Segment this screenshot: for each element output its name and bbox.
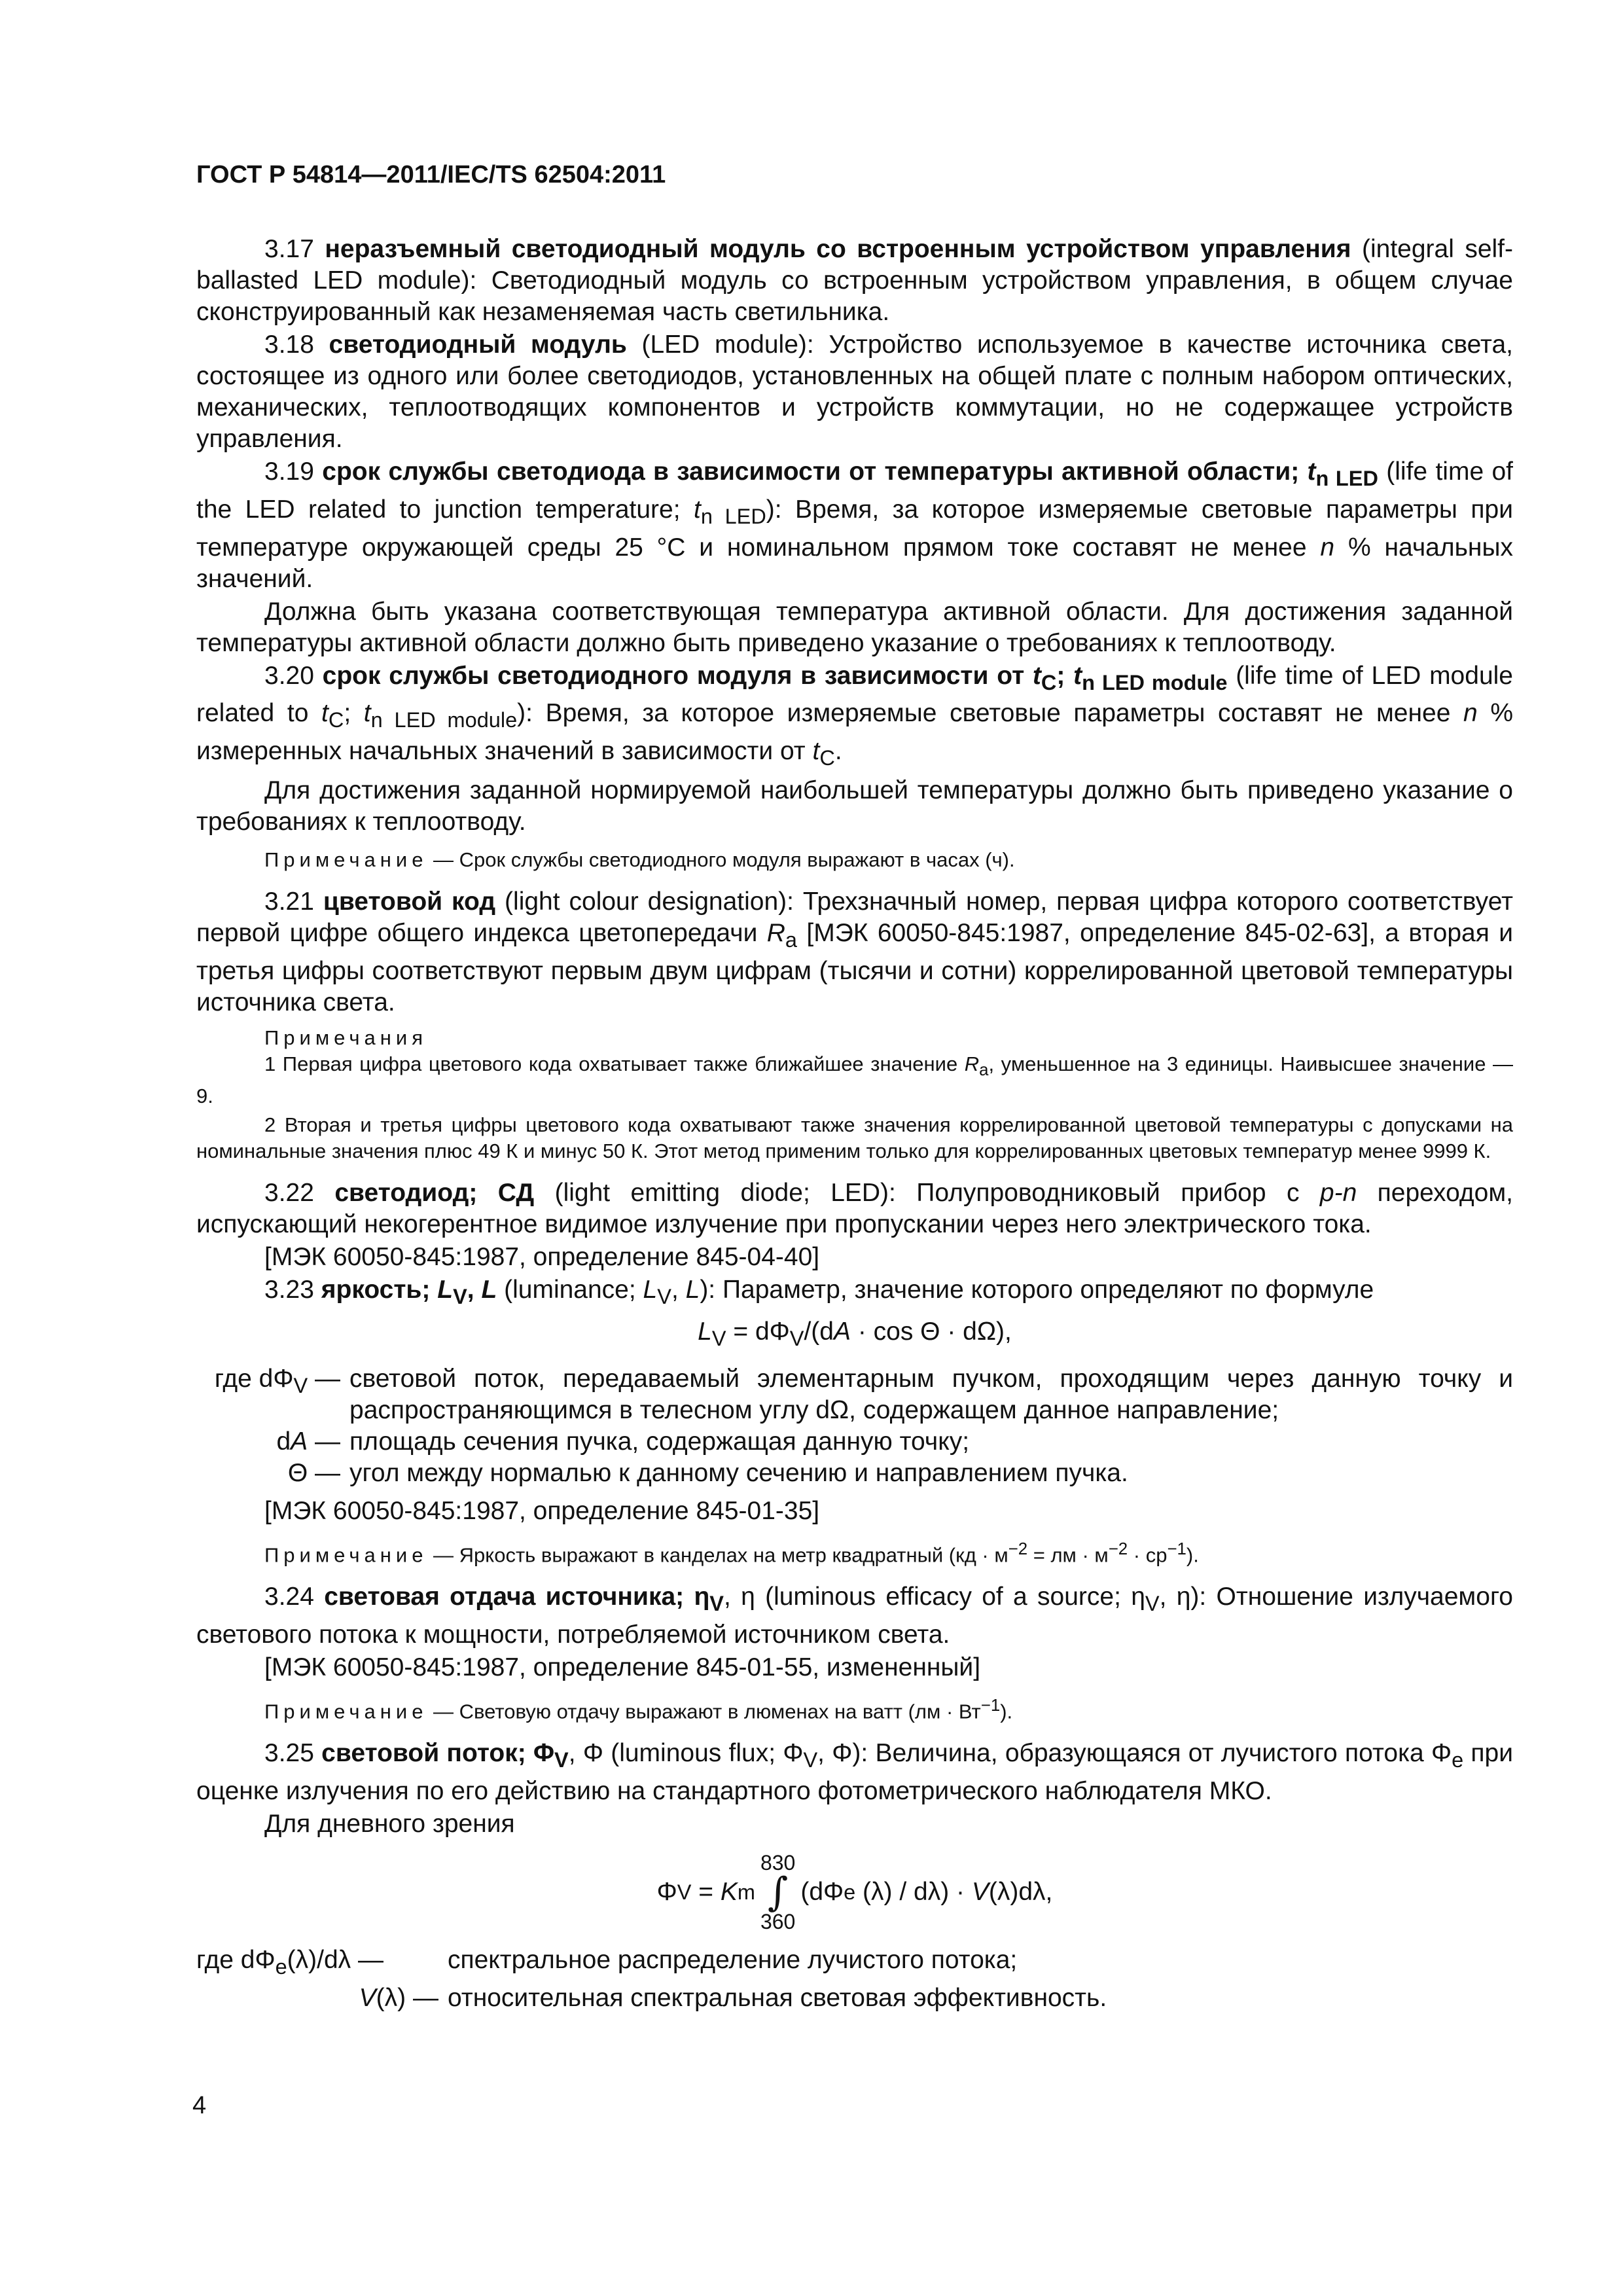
formula-text: · cos Θ · dΩ),: [851, 1317, 1012, 1346]
superscript: −2: [1008, 1539, 1028, 1558]
symbol: t: [1307, 457, 1316, 486]
symbol-subscript: m: [737, 1880, 755, 1904]
document-body: [196, 234, 1513, 2020]
formula-luminance: [196, 1316, 1513, 1354]
symbol-subscript: e: [844, 1880, 856, 1904]
definition-term: [196, 1945, 438, 1982]
symbol: R: [964, 1052, 980, 1075]
term-title: яркость;: [321, 1275, 431, 1304]
term-definition: , Φ): Величина, образующаяся от лучистого потока Φ: [817, 1739, 1452, 1768]
symbol-subscript: n LED: [700, 504, 766, 528]
term-definition: (luminance;: [497, 1275, 643, 1304]
symbol: p-n: [1319, 1178, 1357, 1207]
note-3-21-1: [196, 1051, 1513, 1109]
symbol-subscript: C: [328, 708, 344, 732]
term-definition: , Φ (luminous flux; Φ: [568, 1739, 804, 1768]
symbol: n: [1463, 699, 1478, 728]
definition-term: [196, 1458, 340, 1489]
dash: —: [406, 1983, 438, 2012]
term-title: срок службы светодиода в зависимости от температуры активной области;: [322, 457, 1300, 486]
term-3-17: [196, 234, 1513, 328]
superscript: −1: [980, 1696, 1001, 1715]
definition-symbol: (λ): [376, 1983, 406, 2012]
term-definition: (light colour designation): Трехзначный номер, первая цифра которого соответствует первой цифре общего индекса цветопередачи: [196, 887, 1513, 947]
definition-symbol: где dΦ: [196, 1945, 276, 1974]
formula-text: =: [691, 1877, 721, 1906]
symbol-subscript: V: [711, 1326, 726, 1350]
definition-symbol: Θ: [287, 1458, 308, 1487]
note-text: ).: [1000, 1700, 1013, 1723]
symbol: t: [812, 737, 820, 766]
term-title: светодиод; СД: [334, 1178, 535, 1207]
formula-text: /(d: [804, 1317, 834, 1346]
symbol-subscript: V: [1145, 1591, 1160, 1615]
definition-text: световой поток, передаваемый элементарным пучком, проходящим через данную точку и распространяющимся в телесном углу dΩ, содержащем данное направление;: [349, 1364, 1513, 1424]
superscript: −1: [1167, 1539, 1186, 1558]
term-title: светодиодный модуль: [329, 331, 627, 359]
symbol-subscript: V: [657, 1284, 671, 1308]
symbol: V: [971, 1877, 989, 1906]
note-text: 1 Первая цифра цветового кода охватывает также ближайшее значение: [264, 1052, 965, 1075]
notes-title: Примечания: [264, 1026, 427, 1049]
note-label: Примечание: [264, 848, 428, 871]
symbol-subscript: V: [293, 1373, 308, 1397]
symbol-subscript: e: [1452, 1748, 1464, 1772]
note-text: — Световую отдачу выражают в люменах на ватт (лм · Вт: [427, 1700, 981, 1723]
term-definition: .: [834, 737, 842, 766]
term-definition: при оценке излучения по его действию на стандартного фотометрического наблюдателя МКО.: [196, 1739, 1514, 1805]
symbol-subscript: n LED module: [1082, 670, 1228, 694]
dash: —: [308, 1427, 340, 1456]
term-definition: ): Время, за которое измеряемые световые параметры составят не менее: [517, 699, 1463, 728]
term-number: 3.22: [264, 1178, 335, 1207]
reference-3-24: [МЭК 60050-845:1987, определение 845-01-55, измененный]: [264, 1653, 981, 1681]
term-3-18: [196, 329, 1513, 455]
term-definition: переходом, испускающий некогерентное видимое излучение при пропускании через него электрического тока.: [196, 1178, 1513, 1238]
term-number: 3.17: [264, 235, 325, 263]
definition-symbol: где dΦ: [214, 1364, 294, 1393]
definition-term: [196, 1426, 340, 1458]
symbol-subscript: C: [819, 745, 835, 770]
term-definition: , η (luminous efficacy of a source; η: [723, 1582, 1145, 1611]
term-number: 3.19: [264, 457, 323, 486]
term-definition: (life time of the LED related to junction temperature;: [196, 457, 1513, 524]
symbol: t: [321, 699, 329, 728]
formula-text: (λ) / dλ) ·: [855, 1877, 972, 1906]
reference-3-23: [МЭК 60050-845:1987, определение 845-01-35]: [264, 1496, 820, 1525]
term-definition: (light emitting diode; LED): Полупроводниковый прибор с: [534, 1178, 1320, 1207]
term-number: 3.20: [264, 661, 323, 690]
symbol: t: [363, 699, 371, 728]
formula-luminous-flux: [196, 1852, 1513, 1933]
note-3-20: [196, 847, 1513, 873]
note-text: — Срок службы светодиодного модуля выражают в часах (ч).: [427, 848, 1015, 871]
term-number: 3.23: [264, 1275, 321, 1304]
term-3-22: [196, 1177, 1513, 1240]
symbol: η: [694, 1582, 710, 1611]
term-title: световая отдача источника;: [324, 1582, 685, 1611]
formula-text: (λ)dλ,: [988, 1877, 1053, 1906]
dash: —: [308, 1458, 340, 1487]
symbol-subscript: a: [979, 1060, 989, 1079]
reference-3-22: [МЭК 60050-845:1987, определение 845-04-40]: [264, 1242, 820, 1271]
note-label: Примечание: [264, 1543, 428, 1566]
symbol-subscript: V: [789, 1326, 804, 1350]
symbol: t: [1032, 661, 1041, 690]
term-3-25: [196, 1738, 1513, 1807]
formula-text: = dΦ: [726, 1317, 790, 1346]
separator: ,: [467, 1275, 474, 1304]
symbol: A: [291, 1427, 308, 1456]
symbol: t: [1073, 661, 1082, 690]
dash: —: [308, 1364, 340, 1393]
symbol: K: [720, 1877, 738, 1906]
note-3-21-2: 2 Вторая и третья цифры цветового кода охватывают также значения коррелированной цветовой температуры с допусками на номинальные значения плюс 49 К и минус 50 К. Этот метод применим только для коррелированных цветовых температур менее 9999 К.: [196, 1113, 1513, 1162]
symbol-subscript: a: [785, 927, 797, 952]
term-title: световой поток;: [321, 1739, 526, 1768]
symbol: R: [766, 918, 785, 947]
symbol-subscript: V: [677, 1880, 692, 1904]
note-3-24: [196, 1693, 1513, 1725]
term-3-24: [196, 1581, 1513, 1651]
integral-lower-limit: 360: [760, 1909, 796, 1933]
term-definition: ,: [671, 1275, 686, 1304]
symbol: L: [643, 1275, 658, 1304]
term-definition: (life time of LED module related to: [196, 661, 1513, 728]
standard-header: ГОСТ Р 54814—2011/IEC/TS 62504:2011: [196, 161, 666, 188]
symbol: A: [833, 1317, 851, 1346]
term-number: 3.18: [264, 331, 329, 359]
symbol: L: [698, 1317, 712, 1346]
term-definition: ;: [344, 699, 364, 728]
term-3-25-paragraph: Для дневного зрения: [264, 1809, 515, 1838]
definitions-list-3-25: [196, 1945, 1513, 2014]
term-3-20-paragraph: Для достижения заданной нормируемой наибольшей температуры должно быть приведено указание о требованиях к теплоотводу.: [196, 776, 1513, 836]
definition-text: угол между нормалью к данному сечению и направлением пучка.: [349, 1458, 1128, 1487]
term-3-23: [196, 1274, 1513, 1312]
symbol-subscript: V: [453, 1284, 467, 1308]
symbol: L: [437, 1275, 454, 1304]
term-3-19: [196, 456, 1513, 595]
term-definition: (integral self-ballasted LED module): Светодиодный модуль со встроенным устройством управления, в общем случае сконструированный как незаменяемая часть светильника.: [196, 235, 1513, 326]
term-number: 3.21: [264, 887, 323, 916]
note-text: ).: [1186, 1543, 1199, 1566]
definition-text: спектральное распределение лучистого потока;: [448, 1945, 1018, 1974]
symbol: V: [359, 1983, 376, 2012]
term-definition: (LED module): Устройство используемое в качестве источника света, состоящее из одного или более светодиодов, установленных на общей плате с полным набором оптических, механических, теплоотводящих компонентов и устройств коммутации, но не содержащее устройств управления.: [196, 331, 1513, 453]
symbol-subscript: C: [1041, 670, 1057, 694]
term-number: 3.25: [264, 1739, 322, 1768]
symbol-subscript: V: [554, 1748, 569, 1772]
page-number: 4: [192, 2092, 207, 2119]
superscript: −2: [1108, 1539, 1128, 1558]
symbol: L: [685, 1275, 700, 1304]
note-3-23: [196, 1536, 1513, 1568]
term-definition: ): Параметр, значение которого определяют по формуле: [700, 1275, 1374, 1304]
term-3-21: [196, 886, 1513, 1018]
integral-sign: [760, 1852, 795, 1933]
term-definition: % начальных значений.: [196, 533, 1513, 593]
definition-symbol: d: [276, 1427, 291, 1456]
definition-symbol: (λ)/dλ: [287, 1945, 351, 1974]
note-text: — Яркость выражают в канделах на метр квадратный (кд · м: [427, 1543, 1008, 1566]
note-text: , уменьшенное на 3 единицы. Наивысшее значение — 9.: [196, 1052, 1513, 1107]
symbol: L: [481, 1275, 497, 1304]
term-3-20: [196, 660, 1513, 774]
definition-text: относительная спектральная световая эффективность.: [448, 1983, 1107, 2012]
note-text: · ср: [1128, 1543, 1168, 1566]
separator: ;: [1056, 661, 1065, 690]
term-number: 3.24: [264, 1582, 325, 1611]
integral-symbol: ∫: [768, 1869, 789, 1915]
term-definition: [МЭК 60050-845:1987, определение 845-02-63], а вторая и третья цифры соответствуют первым двум цифрам (тысячи и сотни) коррелированной цветовой температуры источника света.: [196, 918, 1513, 1016]
term-title: цветовой код: [323, 887, 496, 916]
term-definition: % измеренных начальных значений в зависимости от: [196, 699, 1513, 766]
symbol: Φ: [533, 1739, 555, 1768]
note-text: = лм · м: [1027, 1543, 1109, 1566]
formula-text: (dΦ: [800, 1877, 844, 1906]
definition-text: площадь сечения пучка, содержащая данную точку;: [349, 1427, 970, 1456]
term-definition: ): Время, за которое измеряемые световые параметры при температуре окружающей среды 25 °С и номинальном прямом токе составят не менее: [196, 495, 1513, 562]
note-label: Примечание: [264, 1700, 428, 1723]
term-title: неразъемный светодиодный модуль со встроенным устройством управления: [325, 235, 1351, 263]
symbol-subscript: V: [709, 1591, 724, 1615]
integral-upper-limit: 830: [760, 1850, 796, 1874]
definition-term: [196, 1982, 438, 2014]
term-3-19-paragraph: Должна быть указана соответствующая температура активной области. Для достижения заданной температуры активной области должно быть приведено указание о требованиях к теплоотводу.: [196, 597, 1513, 657]
symbol-subscript: n LED module: [370, 708, 518, 732]
symbol: t: [694, 495, 701, 524]
term-definition: , η): Отношение излучаемого светового потока к мощности, потребляемой источником света.: [196, 1582, 1513, 1649]
symbol-subscript: e: [275, 1954, 287, 1979]
symbol-subscript: n LED: [1315, 466, 1378, 490]
symbol: Φ: [656, 1877, 677, 1906]
symbol: n: [1320, 533, 1335, 562]
term-title: срок службы светодиодного модуля в зависимости от: [322, 661, 1025, 690]
dash: —: [351, 1945, 383, 1974]
definition-term: [196, 1363, 340, 1426]
definitions-list-3-23: [196, 1363, 1513, 1489]
symbol-subscript: V: [803, 1748, 818, 1772]
